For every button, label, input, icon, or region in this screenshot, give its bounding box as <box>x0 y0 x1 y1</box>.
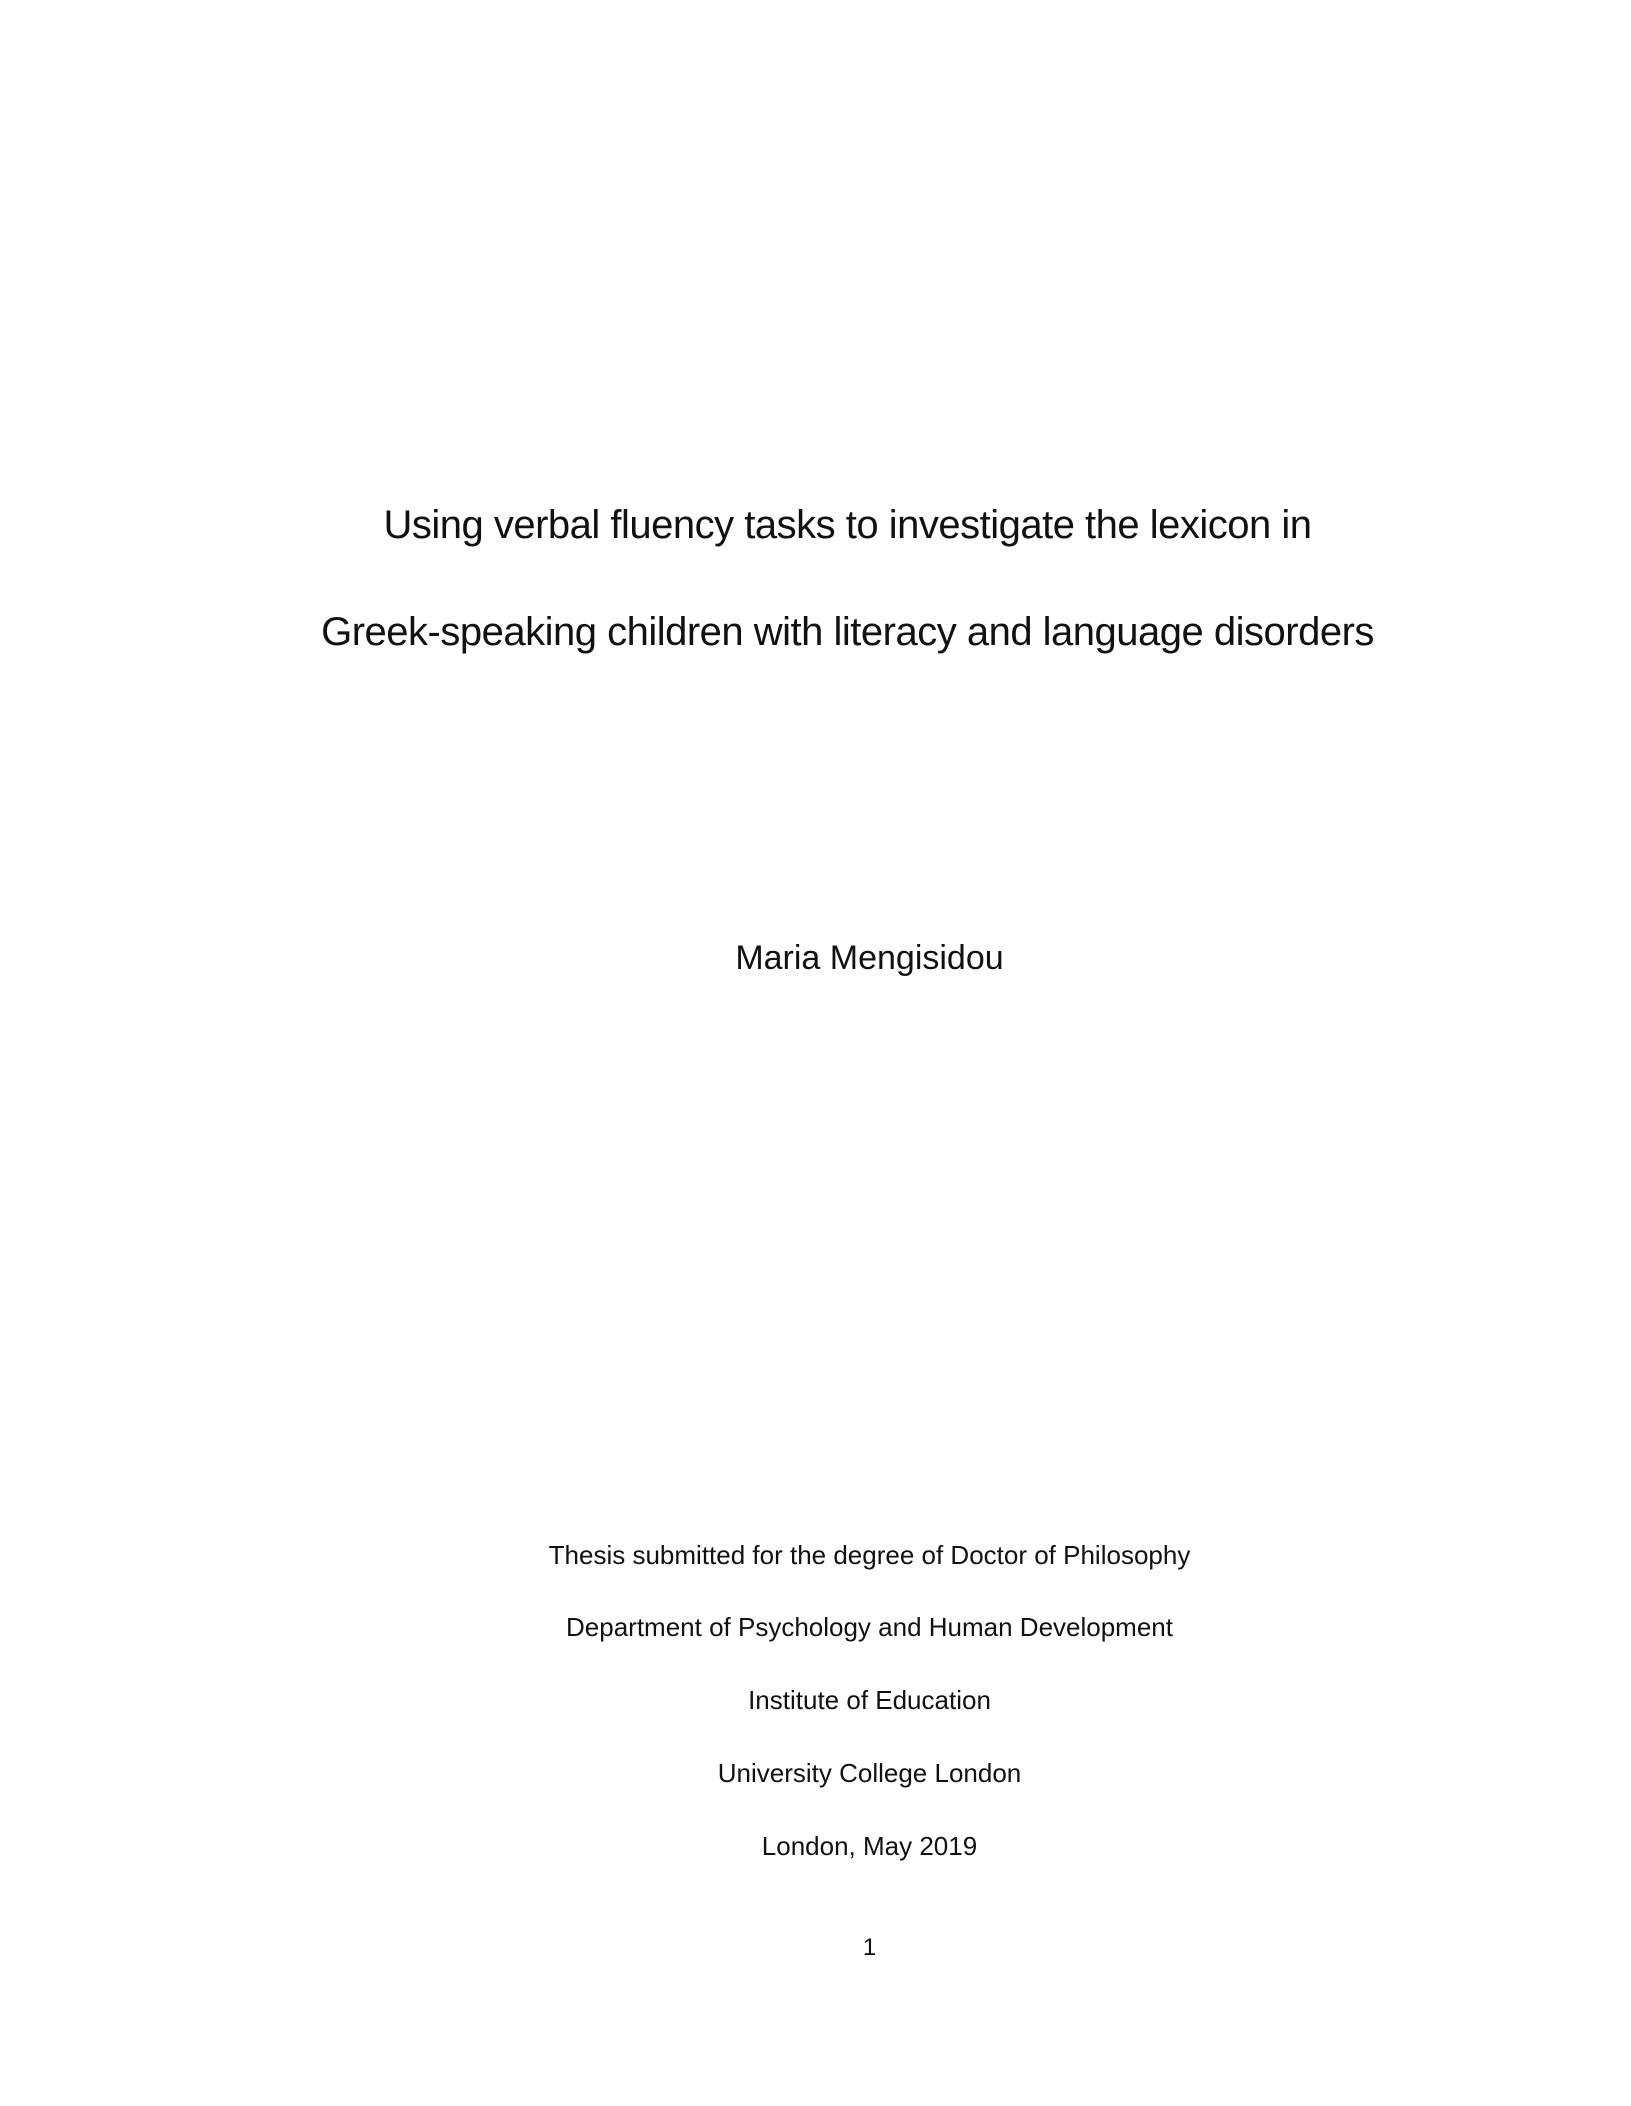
page-number: 1 <box>862 1934 877 1961</box>
degree-statement: Thesis submitted for the degree of Doctor of Philosophy <box>548 1540 1191 1570</box>
author-name: Maria Mengisidou <box>735 939 1004 977</box>
thesis-title-line-2: Greek-speaking children with literacy and language disorders <box>321 610 1374 654</box>
department-name: Department of Psychology and Human Development <box>566 1612 1173 1642</box>
institute-name: Institute of Education <box>748 1685 991 1715</box>
university-name: University College London <box>717 1758 1022 1788</box>
place-and-date: London, May 2019 <box>761 1831 978 1861</box>
thesis-title-line-1: Using verbal fluency tasks to investigate the lexicon in <box>383 503 1312 547</box>
